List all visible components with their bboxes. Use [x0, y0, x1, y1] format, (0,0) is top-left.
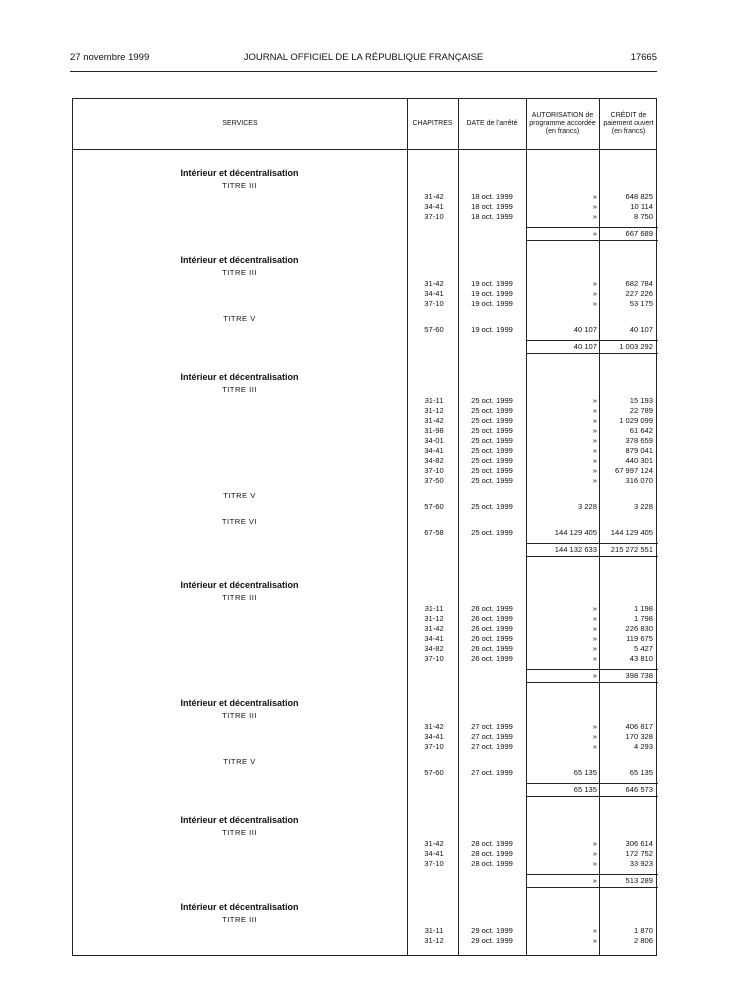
credit-cell: 15 193	[629, 396, 653, 405]
autorisation-cell: »	[592, 192, 597, 201]
total-autorisation: »	[592, 671, 597, 680]
chapitre-cell: 34-82	[424, 644, 444, 653]
chapitre-cell: 31-42	[424, 839, 444, 848]
date-cell: 25 oct. 1999	[471, 502, 513, 511]
chapitre-cell: 34-41	[424, 202, 444, 211]
table-row	[73, 614, 656, 624]
section-heading: Intérieur et décentralisation	[180, 372, 299, 382]
chapitre-cell: 31-11	[424, 926, 444, 935]
date-cell: 25 oct. 1999	[471, 528, 513, 537]
total-rule	[526, 887, 658, 888]
chapitre-cell: 31-11	[424, 396, 444, 405]
table-row	[73, 624, 656, 634]
date-cell: 25 oct. 1999	[471, 436, 513, 445]
autorisation-cell: »	[592, 624, 597, 633]
credit-cell: 43 810	[629, 654, 653, 663]
autorisation-cell: »	[592, 476, 597, 485]
col-header-autorisation: AUTORISATION de programme accordée (en francs)	[529, 111, 596, 136]
chapitre-cell: 37-10	[424, 466, 444, 475]
titre-heading: TITRE III	[222, 181, 257, 190]
credit-cell: 33 923	[629, 859, 653, 868]
autorisation-cell: »	[592, 926, 597, 935]
date-cell: 18 oct. 1999	[471, 192, 513, 201]
total-rule	[526, 682, 658, 683]
titre-heading: TITRE V	[223, 757, 256, 766]
credit-cell: 8 750	[633, 212, 653, 221]
credit-cell: 682 784	[625, 279, 653, 288]
table-row	[73, 849, 656, 859]
table-row	[73, 604, 656, 614]
chapitre-cell: 34-01	[424, 436, 444, 445]
table-row	[73, 644, 656, 654]
total-rule	[526, 796, 658, 797]
autorisation-cell: »	[592, 604, 597, 613]
chapitre-cell: 31-42	[424, 192, 444, 201]
credit-cell: 65 135	[629, 768, 653, 777]
credit-cell: 4 293	[633, 742, 653, 751]
chapitre-cell: 57-60	[424, 502, 444, 511]
total-credit: 398 738	[625, 671, 653, 680]
date-cell: 25 oct. 1999	[471, 406, 513, 415]
credit-cell: 119 675	[626, 634, 653, 643]
table-row	[73, 406, 656, 416]
table-row	[73, 859, 656, 869]
credit-cell: 170 328	[625, 732, 653, 741]
chapitre-cell: 34-41	[424, 849, 444, 858]
chapitre-cell: 31-98	[424, 426, 444, 435]
chapitre-cell: 57-60	[424, 325, 444, 334]
col-header-services: SERVICES	[222, 119, 258, 127]
date-cell: 26 oct. 1999	[471, 634, 513, 643]
chapitre-cell: 34-41	[424, 634, 444, 643]
total-autorisation: 65 135	[573, 785, 597, 794]
autorisation-cell: »	[592, 416, 597, 425]
date-cell: 25 oct. 1999	[471, 396, 513, 405]
date-cell: 27 oct. 1999	[471, 768, 513, 777]
credit-cell: 3 228	[633, 502, 653, 511]
date-cell: 25 oct. 1999	[471, 466, 513, 475]
autorisation-cell: »	[592, 654, 597, 663]
chapitre-cell: 31-42	[424, 624, 444, 633]
autorisation-cell: 3 228	[577, 502, 597, 511]
table-row	[73, 466, 656, 476]
date-cell: 27 oct. 1999	[471, 742, 513, 751]
total-rule	[526, 874, 658, 875]
date-cell: 19 oct. 1999	[471, 289, 513, 298]
table-row	[73, 279, 656, 289]
date-cell: 19 oct. 1999	[471, 299, 513, 308]
table-row	[73, 212, 656, 222]
date-cell: 26 oct. 1999	[471, 604, 513, 613]
table-row	[73, 192, 656, 202]
date-cell: 27 oct. 1999	[471, 732, 513, 741]
chapitre-cell: 34-41	[424, 732, 444, 741]
table-row	[73, 456, 656, 466]
table-row	[73, 839, 656, 849]
credit-cell: 227 226	[625, 289, 653, 298]
total-row	[73, 785, 656, 795]
total-rule	[526, 669, 658, 670]
chapitre-cell: 31-12	[424, 406, 444, 415]
section-heading: Intérieur et décentralisation	[180, 168, 299, 178]
table-row	[73, 768, 656, 778]
journal-title: JOURNAL OFFICIEL DE LA RÉPUBLIQUE FRANÇAISE	[243, 52, 484, 63]
chapitre-cell: 67-58	[424, 528, 444, 537]
total-row	[73, 229, 656, 239]
date-cell: 28 oct. 1999	[471, 859, 513, 868]
autorisation-cell: »	[592, 299, 597, 308]
header-divider	[73, 149, 656, 150]
credit-cell: 2 806	[633, 936, 653, 945]
chapitre-cell: 37-10	[424, 212, 444, 221]
date-cell: 26 oct. 1999	[471, 614, 513, 623]
autorisation-cell: »	[592, 936, 597, 945]
credits-table	[72, 98, 657, 956]
autorisation-cell: »	[592, 722, 597, 731]
credit-cell: 144 129 405	[610, 528, 653, 537]
chapitre-cell: 37-50	[424, 476, 444, 485]
page-header	[70, 52, 657, 66]
autorisation-cell: »	[592, 742, 597, 751]
autorisation-cell: »	[592, 446, 597, 455]
chapitre-cell: 31-42	[424, 722, 444, 731]
chapitre-cell: 34-41	[424, 289, 444, 298]
table-row	[73, 446, 656, 456]
autorisation-cell: »	[592, 839, 597, 848]
credit-cell: 1 798	[633, 614, 653, 623]
chapitre-cell: 34-41	[424, 446, 444, 455]
total-credit: 646 573	[625, 785, 653, 794]
table-row	[73, 416, 656, 426]
date-cell: 19 oct. 1999	[471, 325, 513, 334]
table-row	[73, 732, 656, 742]
autorisation-cell: »	[592, 436, 597, 445]
date-cell: 27 oct. 1999	[471, 722, 513, 731]
col-header-credit: CRÉDIT de paiement ouvert (en francs)	[603, 111, 654, 136]
table-row	[73, 722, 656, 732]
credit-cell: 440 301	[625, 456, 653, 465]
total-rule	[526, 556, 658, 557]
date-cell: 26 oct. 1999	[471, 654, 513, 663]
chapitre-cell: 31-11	[424, 604, 444, 613]
section-heading: Intérieur et décentralisation	[180, 580, 299, 590]
date-cell: 25 oct. 1999	[471, 446, 513, 455]
autorisation-cell: »	[592, 614, 597, 623]
table-row	[73, 654, 656, 664]
titre-heading: TITRE VI	[221, 517, 258, 526]
total-rule	[526, 783, 658, 784]
credit-cell: 5 427	[633, 644, 653, 653]
table-row	[73, 742, 656, 752]
date-cell: 25 oct. 1999	[471, 426, 513, 435]
credit-cell: 1 029 099	[619, 416, 653, 425]
credit-cell: 172 752	[625, 849, 653, 858]
autorisation-cell: »	[592, 426, 597, 435]
date-cell: 19 oct. 1999	[471, 279, 513, 288]
credit-cell: 378 659	[625, 436, 653, 445]
col-divider	[407, 99, 408, 955]
chapitre-cell: 37-10	[424, 742, 444, 751]
date-cell: 18 oct. 1999	[471, 202, 513, 211]
col-divider	[458, 99, 459, 955]
total-autorisation: 40 107	[573, 342, 597, 351]
credit-cell: 22 789	[629, 406, 653, 415]
total-row	[73, 545, 656, 555]
titre-heading: TITRE V	[223, 491, 256, 500]
titre-heading: TITRE V	[223, 314, 256, 323]
chapitre-cell: 31-12	[424, 614, 444, 623]
autorisation-cell: 40 107	[573, 325, 597, 334]
date-cell: 25 oct. 1999	[471, 476, 513, 485]
autorisation-cell: »	[592, 396, 597, 405]
table-row	[73, 634, 656, 644]
chapitre-cell: 34-82	[424, 456, 444, 465]
header-date: 27 novembre 1999	[70, 52, 150, 63]
total-rule	[526, 340, 658, 341]
table-row	[73, 325, 656, 335]
autorisation-cell: »	[592, 634, 597, 643]
autorisation-cell: »	[592, 849, 597, 858]
date-cell: 26 oct. 1999	[471, 624, 513, 633]
table-row	[73, 289, 656, 299]
table-row	[73, 396, 656, 406]
total-row	[73, 876, 656, 886]
date-cell: 26 oct. 1999	[471, 644, 513, 653]
total-credit: 667 689	[625, 229, 653, 238]
page-number: 17665	[630, 52, 657, 63]
date-cell: 18 oct. 1999	[471, 212, 513, 221]
credit-cell: 1 198	[633, 604, 653, 613]
credit-cell: 40 107	[629, 325, 653, 334]
autorisation-cell: 65 135	[573, 768, 597, 777]
autorisation-cell: »	[592, 406, 597, 415]
credit-cell: 67 997 124	[614, 466, 653, 475]
total-rule	[526, 543, 658, 544]
section-heading: Intérieur et décentralisation	[180, 255, 299, 265]
titre-heading: TITRE III	[222, 915, 257, 924]
credit-cell: 10 114	[630, 202, 653, 211]
titre-heading: TITRE III	[222, 593, 257, 602]
chapitre-cell: 57-60	[424, 768, 444, 777]
date-cell: 25 oct. 1999	[471, 456, 513, 465]
total-rule	[526, 353, 658, 354]
total-row	[73, 342, 656, 352]
chapitre-cell: 37-10	[424, 654, 444, 663]
autorisation-cell: »	[592, 466, 597, 475]
date-cell: 28 oct. 1999	[471, 849, 513, 858]
credit-cell: 648 825	[625, 192, 653, 201]
credit-cell: 1 870	[633, 926, 653, 935]
section-heading: Intérieur et décentralisation	[180, 698, 299, 708]
date-cell: 28 oct. 1999	[471, 839, 513, 848]
autorisation-cell: »	[592, 289, 597, 298]
credit-cell: 879 041	[625, 446, 653, 455]
col-header-date: DATE de l'arrêté	[466, 119, 518, 127]
total-row	[73, 671, 656, 681]
table-row	[73, 202, 656, 212]
table-row	[73, 476, 656, 486]
chapitre-cell: 31-42	[424, 416, 444, 425]
autorisation-cell: »	[592, 644, 597, 653]
total-rule	[526, 240, 658, 241]
table-row	[73, 926, 656, 936]
total-autorisation: 144 132 633	[554, 545, 597, 554]
chapitre-cell: 37-10	[424, 859, 444, 868]
table-row	[73, 436, 656, 446]
header-rule	[70, 71, 657, 72]
autorisation-cell: »	[592, 859, 597, 868]
date-cell: 25 oct. 1999	[471, 416, 513, 425]
total-credit: 215 272 551	[610, 545, 653, 554]
autorisation-cell: »	[592, 279, 597, 288]
titre-heading: TITRE III	[222, 268, 257, 277]
credit-cell: 226 830	[625, 624, 653, 633]
section-heading: Intérieur et décentralisation	[180, 815, 299, 825]
autorisation-cell: 144 129 405	[554, 528, 597, 537]
credit-cell: 306 614	[625, 839, 653, 848]
total-credit: 1 003 292	[619, 342, 653, 351]
chapitre-cell: 31-42	[424, 279, 444, 288]
titre-heading: TITRE III	[222, 711, 257, 720]
col-header-chapitres: CHAPITRES	[412, 119, 453, 127]
total-autorisation: »	[592, 876, 597, 885]
section-heading: Intérieur et décentralisation	[180, 902, 299, 912]
date-cell: 29 oct. 1999	[471, 936, 513, 945]
autorisation-cell: »	[592, 456, 597, 465]
date-cell: 29 oct. 1999	[471, 926, 513, 935]
credit-cell: 406 817	[625, 722, 653, 731]
table-row	[73, 299, 656, 309]
autorisation-cell: »	[592, 212, 597, 221]
autorisation-cell: »	[592, 732, 597, 741]
table-row	[73, 502, 656, 512]
total-autorisation: »	[592, 229, 597, 238]
chapitre-cell: 31-12	[424, 936, 444, 945]
credit-cell: 61 642	[629, 426, 653, 435]
table-row	[73, 936, 656, 946]
total-credit: 513 289	[625, 876, 653, 885]
total-rule	[526, 227, 658, 228]
credit-cell: 316 070	[625, 476, 653, 485]
table-row	[73, 528, 656, 538]
titre-heading: TITRE III	[222, 385, 257, 394]
titre-heading: TITRE III	[222, 828, 257, 837]
autorisation-cell: »	[592, 202, 597, 211]
credit-cell: 53 175	[629, 299, 653, 308]
chapitre-cell: 37-10	[424, 299, 444, 308]
table-row	[73, 426, 656, 436]
